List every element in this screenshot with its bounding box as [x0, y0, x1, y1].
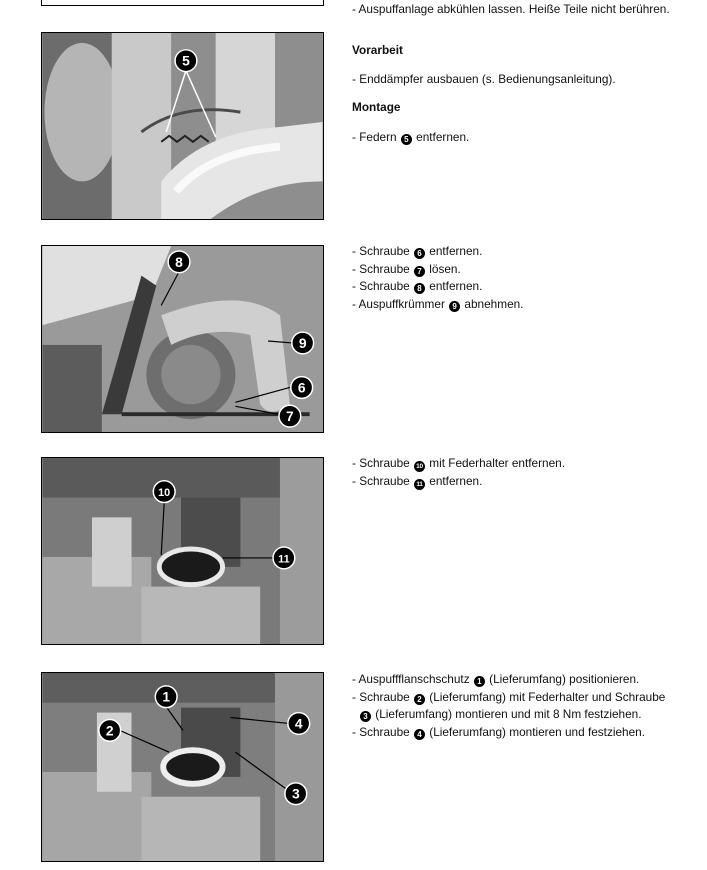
callout-label: 3	[291, 785, 300, 802]
callout-label: 10	[158, 487, 171, 500]
heading-montage: Montage	[352, 100, 401, 114]
callout-label: 6	[297, 379, 306, 396]
text-line	[352, 706, 665, 724]
text-line	[352, 724, 665, 742]
section3-text	[352, 455, 565, 490]
text-span: entfernen.	[425, 473, 483, 488]
text-span: - Schraube	[352, 473, 413, 488]
photo-top-partial	[41, 0, 324, 6]
text-span: abnehmen.	[461, 296, 524, 311]
callout-label: 11	[278, 553, 290, 566]
photo-flange-protector	[41, 672, 324, 862]
callout-number: 6	[414, 248, 425, 259]
text-line	[352, 296, 523, 314]
callout-number: 5	[401, 134, 412, 145]
callout-number: 8	[414, 283, 425, 294]
text-span: - Schraube	[352, 456, 413, 470]
callout-label: 5	[182, 52, 190, 69]
callout-number: 7	[414, 266, 425, 277]
text-line	[352, 455, 565, 473]
text-span: (Lieferumfang) montieren und mit 8 Nm festziehen.	[372, 707, 642, 721]
callout-number: 2	[414, 694, 425, 705]
text-span: - Schraube	[352, 261, 413, 276]
text-span: (Lieferumfang) positionieren.	[485, 672, 640, 686]
text-span: - Auspuffkrümmer	[352, 296, 449, 311]
text-span: (Lieferumfang) mit Federhalter und Schraube	[425, 689, 666, 704]
text-span: - Schraube	[352, 689, 413, 704]
text-span: entfernen.	[412, 129, 470, 144]
callout-label: 9	[298, 334, 307, 351]
text-span: entfernen.	[425, 279, 483, 293]
callout-label: 1	[162, 688, 171, 705]
text-span: mit Federhalter entfernen.	[425, 456, 565, 470]
photo-flange-image	[42, 458, 323, 644]
photo-exhaust-manifold	[41, 245, 324, 433]
callout-number: 11	[414, 479, 425, 490]
callout-label: 7	[285, 408, 294, 425]
text-line	[352, 261, 523, 279]
text-line	[352, 129, 616, 147]
photo-exhaust-image	[42, 246, 323, 432]
section1-text	[352, 42, 616, 146]
photo-springs-image	[42, 33, 323, 219]
callout-number: 10	[414, 461, 425, 472]
callout-number: 3	[360, 711, 371, 722]
text-line	[352, 278, 523, 296]
callout-label: 8	[175, 253, 183, 270]
text-line	[352, 689, 665, 707]
section2-text	[352, 243, 523, 313]
text-line	[352, 243, 523, 261]
callout-number: 9	[449, 301, 460, 312]
text-line	[352, 671, 665, 689]
text-line	[352, 71, 616, 89]
text-span: entfernen.	[425, 244, 483, 258]
callout-label: 2	[105, 722, 114, 739]
callout-label: 4	[294, 715, 303, 732]
text-line	[352, 473, 565, 491]
text-span: - Schraube	[352, 244, 413, 258]
text-span: (Lieferumfang) montieren und festziehen.	[425, 724, 646, 739]
photo-flange	[41, 457, 324, 645]
photo-protector-image	[42, 673, 323, 861]
heading-vorarbeit: Vorarbeit	[352, 43, 403, 57]
text-span: - Auspuffflanschschutz	[352, 672, 473, 686]
section4-text	[352, 671, 665, 741]
text-span: - Schraube	[352, 724, 413, 739]
callout-number: 4	[414, 729, 425, 740]
photo-springs	[41, 32, 324, 220]
text-span: - Federn	[352, 129, 400, 144]
text-span: lösen.	[425, 261, 461, 276]
top-note: - Auspuffanlage abkühlen lassen. Heiße Teile nicht berühren.	[352, 2, 670, 16]
text-span: - Enddämpfer ausbauen (s. Bedienungsanleitung).	[352, 71, 616, 86]
callout-number: 1	[474, 676, 485, 687]
text-span: - Schraube	[352, 279, 413, 293]
